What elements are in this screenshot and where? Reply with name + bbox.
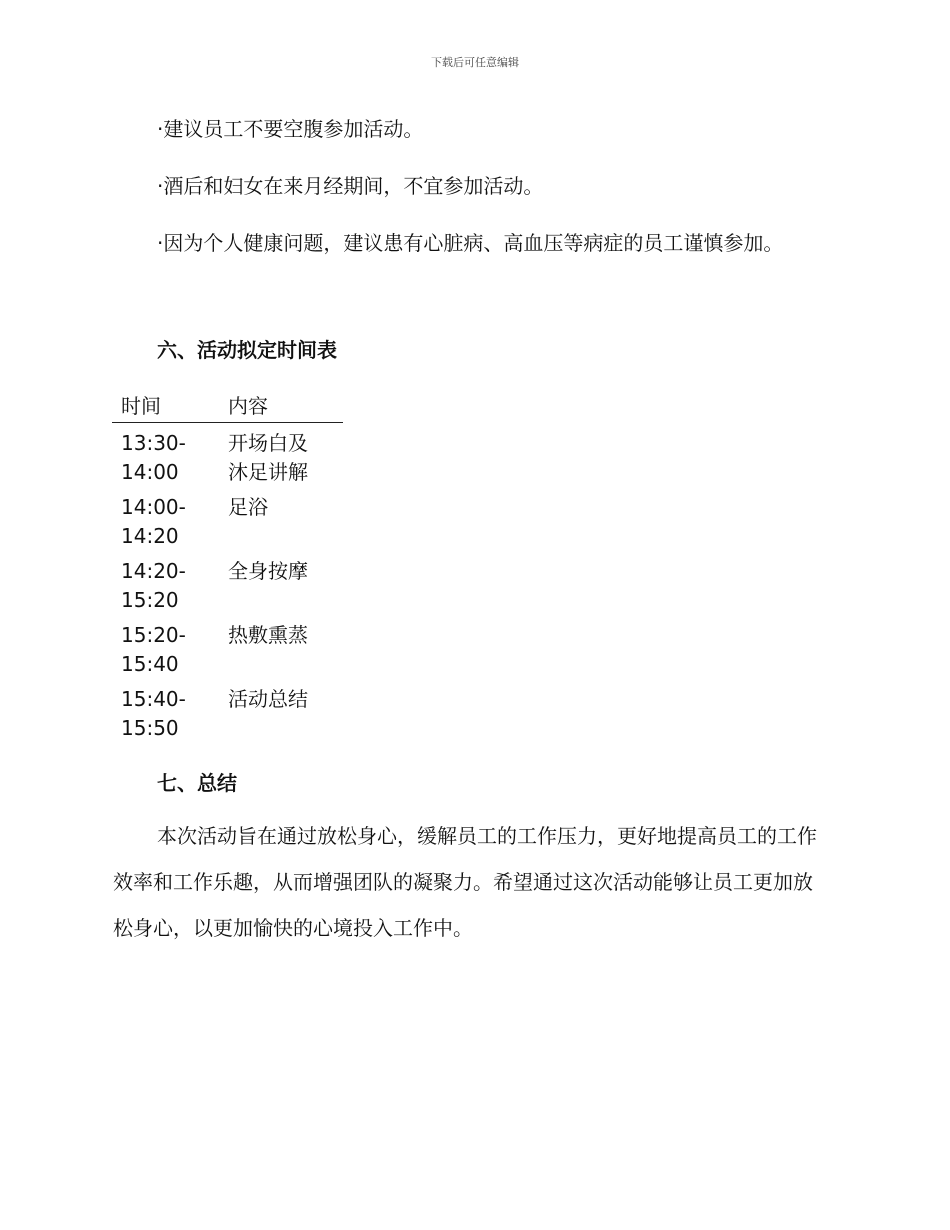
schedule-table-header — [112, 392, 343, 423]
table-cell-content: 开场白及 沐足讲解 — [228, 431, 308, 484]
table-row — [112, 429, 343, 487]
table-row — [112, 621, 343, 679]
precaution-item-3: ·因为个人健康问题，建议患有心脏病、高血压等病症的员工谨慎参加。 — [157, 231, 784, 255]
summary-paragraph: 本次活动旨在通过放松身心，缓解员工的工作压力，更好地提高员工的工作效率和工作乐趣，从而增强团队的凝聚力。希望通过这次活动能够让员工更加放松身心，以更加愉快的心境投入工作中。 — [113, 824, 817, 940]
table-row — [112, 685, 343, 743]
page-header-note: 下载后可任意编辑 — [431, 56, 519, 69]
column-header-content: 内容 — [228, 394, 268, 418]
section-heading-schedule: 六、活动拟定时间表 — [157, 338, 337, 362]
table-row — [112, 493, 343, 551]
table-cell-time: 15:20- 15:40 — [121, 623, 186, 676]
table-cell-time: 14:00- 14:20 — [121, 495, 186, 548]
table-cell-content: 足浴 — [228, 495, 268, 519]
precaution-item-2: ·酒后和妇女在来月经期间，不宜参加活动。 — [157, 174, 544, 198]
table-cell-time: 14:20- 15:20 — [121, 559, 186, 612]
table-cell-time: 13:30- 14:00 — [121, 431, 186, 484]
table-row — [112, 557, 343, 615]
table-cell-content: 全身按摩 — [228, 559, 308, 583]
section-heading-summary: 七、总结 — [157, 771, 237, 795]
table-cell-time: 15:40- 15:50 — [121, 687, 186, 740]
precaution-item-1: ·建议员工不要空腹参加活动。 — [157, 117, 424, 141]
table-cell-content: 活动总结 — [228, 687, 308, 711]
column-header-time: 时间 — [121, 394, 161, 418]
schedule-table — [112, 392, 343, 743]
table-cell-content: 热敷熏蒸 — [228, 623, 308, 647]
